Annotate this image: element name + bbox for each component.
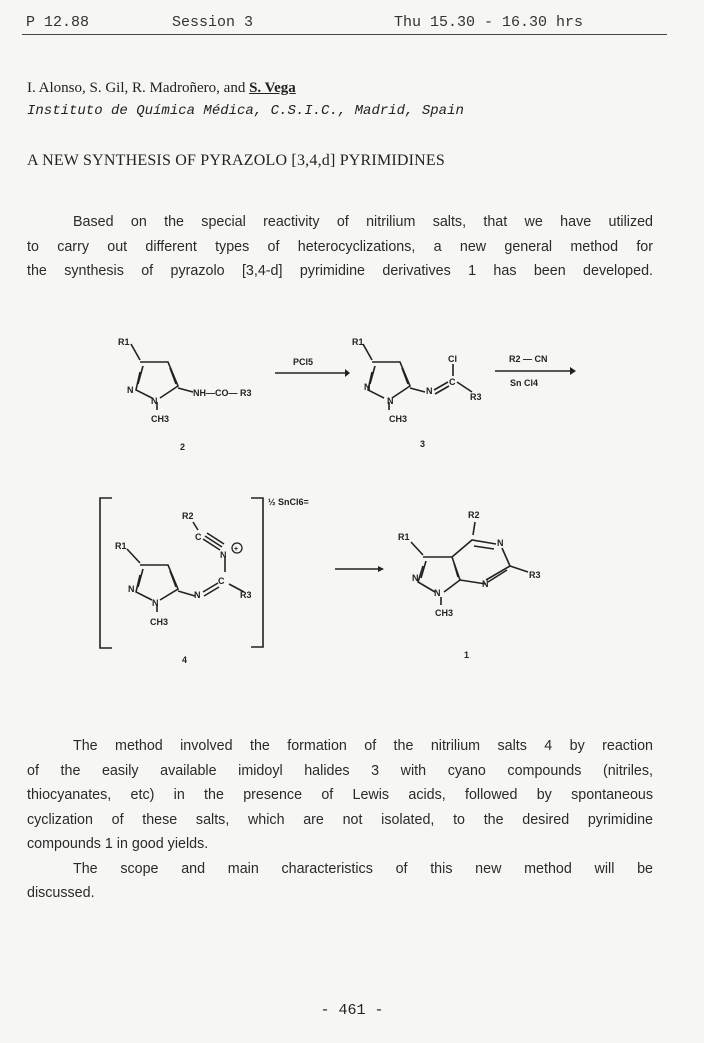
atom-n: N (364, 382, 371, 392)
atom-cl: Cl (448, 354, 457, 364)
text-line: The scope and main characteristics of this new method will be (73, 860, 653, 877)
reagent-nitrile: R2 — CN (509, 354, 548, 364)
reagent-sncl4: Sn Cl4 (510, 378, 539, 388)
atom-n: N (426, 386, 433, 396)
compound-number-1: 1 (464, 650, 470, 660)
session-label: Session 3 (172, 14, 254, 31)
right-bracket (251, 498, 263, 647)
reagent-pcl5: PCl5 (293, 357, 314, 367)
label-r3: R3 (240, 590, 252, 600)
methyl-group: CH3 (435, 608, 454, 618)
text-line: of the easily available imidoyl halides 3 with cyano compounds (nitriles, (27, 762, 653, 779)
label-r3: R3 (529, 570, 541, 580)
label-r1: R1 (398, 532, 410, 542)
label-r1: R1 (118, 337, 130, 347)
methyl-group: CH3 (151, 414, 170, 424)
atom-n: N (482, 579, 489, 589)
compound-number-2: 2 (180, 442, 186, 452)
atom-n: N (434, 588, 441, 598)
presenting-author: S. Vega (249, 80, 296, 96)
pyrazolopyrimidine-ring (418, 557, 460, 592)
counterion: ½ SnCl6= (268, 497, 309, 507)
label-r1: R1 (352, 337, 364, 347)
text-line: The method involved the formation of the nitrilium salts 4 by reaction (73, 738, 653, 754)
text-line: discussed. (27, 885, 95, 901)
institution: Instituto de Química Médica, C.S.I.C., Madrid, Spain (27, 103, 464, 119)
session-time: Thu 15.30 - 16.30 hrs (394, 14, 584, 31)
text-line: thiocyanates, etc) in the presence of Lewis acids, followed by spontaneous (27, 787, 653, 803)
atom-n: N (412, 573, 419, 583)
amide-group: NH—CO— R3 (193, 388, 252, 398)
paragraph-method (27, 734, 653, 906)
compound-number-4: 4 (182, 655, 188, 665)
text-line: compounds 1 in good yields. (27, 836, 209, 852)
atom-n: N (128, 584, 135, 594)
text-line: cyclization of these salts, which are not isolated, to the desired pyrimidine (27, 811, 653, 828)
left-bracket (100, 498, 112, 648)
label-r1: R1 (115, 541, 127, 551)
label-r2: R2 (182, 511, 194, 521)
atom-n: N (127, 385, 134, 395)
atom-n: N (151, 396, 158, 406)
atom-c: C (449, 377, 456, 387)
abstract-title: A NEW SYNTHESIS OF PYRAZOLO [3,4,d] PYRIMIDINES (27, 152, 446, 169)
atom-n: N (387, 396, 394, 406)
atom-n: N (152, 598, 159, 608)
text-line: Based on the special reactivity of nitrilium salts, that we have utilized (73, 214, 653, 230)
atom-n: N (194, 590, 201, 600)
page-number: - 461 - (320, 1002, 384, 1019)
plus-sign: + (234, 546, 239, 553)
compound-number-3: 3 (420, 439, 426, 449)
methyl-group: CH3 (389, 414, 408, 424)
coauthors: I. Alonso, S. Gil, R. Madroñero, and (27, 80, 250, 96)
label-r3: R3 (470, 392, 482, 402)
paper-code: P 12.88 (26, 14, 90, 31)
atom-c: C (218, 576, 225, 586)
text-line: the synthesis of pyrazolo [3,4-d] pyrimidine derivatives 1 has been developed. (27, 263, 653, 279)
atom-n: N (497, 538, 504, 548)
atom-c: C (195, 532, 202, 542)
atom-n-plus: N (220, 550, 227, 560)
text-line: to carry out different types of heterocyclizations, a new general method for (27, 238, 653, 255)
label-r2: R2 (468, 510, 480, 520)
methyl-group: CH3 (150, 617, 169, 627)
